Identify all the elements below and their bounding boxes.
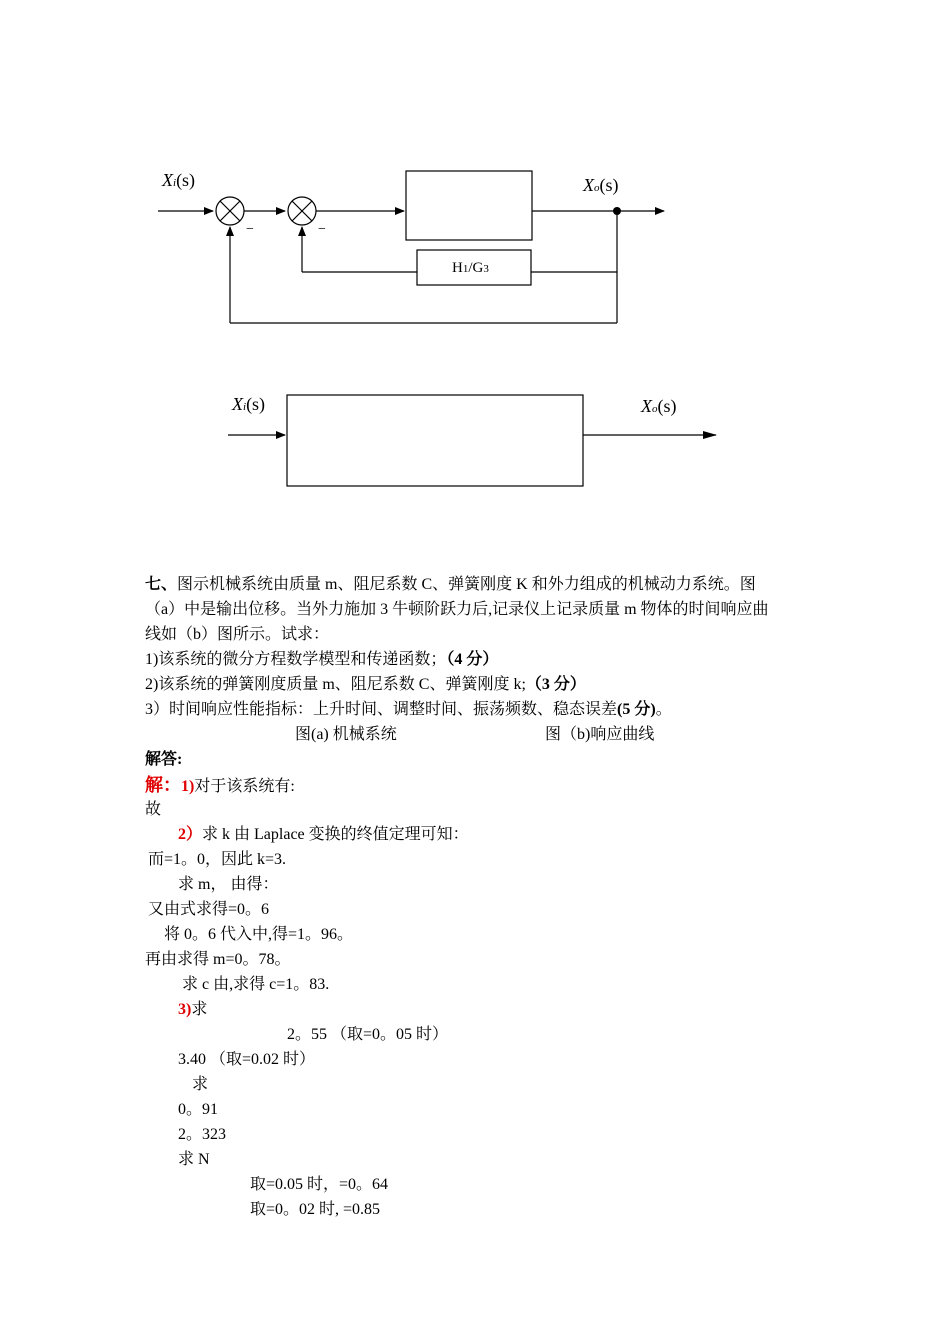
minus-sign-2: − [318,222,326,237]
question-3: 3）时间响应性能指标：上升时间、调整时间、振荡频数、稳态误差(5 分)。 [145,701,672,718]
output-label-xo: Xo(s) [583,175,619,195]
answer-part-3: 3)求 [178,1001,208,1018]
answer-line-q002: 取=0。02 时, =0.85 [250,1201,381,1218]
problem-number: 七、 [145,576,178,593]
problem-line-1: 七、图示机械系统由质量 m、阻尼系数 C、弹簧刚度 K 和外力组成的机械动力系统。图 [145,576,756,593]
answer-line-er: 而=1。0，因此 k=3. [148,851,287,868]
feedback-block-label: H1/G3 [452,260,489,276]
answer-part-2: 2）求 k 由 Laplace 变换的终值定理可知： [178,826,469,843]
answer-line-zai: 再由求得 m=0。78。 [145,951,291,968]
question-1: 1)该系统的微分方程数学模型和传递函数；（4 分） [145,651,499,668]
answer-line-255: 2。55 （取=0。05 时） [287,1026,449,1043]
answer-heading: 解答: [145,751,183,768]
answer-line-qm: 求 m， 由得： [178,876,279,893]
figure-b-caption: 图（b)响应曲线 [545,726,655,743]
answer-part-1: 解：1)对于该系统有: [145,775,295,795]
question-2: 2)该系统的弹簧刚度质量 m、阻尼系数 C、弹簧刚度 k;（3 分） [145,676,586,693]
answer-line-q005: 取=0.05 时，=0。64 [250,1176,389,1193]
answer-line-jiang: 将 0。6 代入中,得=1。96。 [164,926,354,943]
equivalent-block [287,395,583,486]
minus-sign-1: − [246,222,254,237]
input-label-xi-2: Xi(s) [232,394,266,414]
answer-gu: 故 [145,801,162,818]
answer-line-340: 3.40 （取=0.02 时） [178,1051,316,1068]
figure-a-caption: 图(a) 机械系统 [295,726,397,743]
answer-line-you: 又由式求得=0。6 [148,901,270,918]
input-label-xi: Xi(s) [162,170,196,190]
answer-line-091: 0。91 [178,1101,219,1118]
problem-line-3: 线如（b）图所示。试求： [145,626,330,643]
problem-line-2: （a）中是输出位移。当外力施加 3 牛顿阶跃力后,记录仪上记录质量 m 物体的时间响应曲 [145,601,769,618]
answer-line-qiu: 求 [192,1076,209,1093]
output-label-xo-2: Xo(s) [641,396,677,416]
answer-line-2323: 2。323 [178,1126,227,1143]
answer-line-qn: 求 N [178,1151,210,1168]
answer-line-qc: 求 c 由,求得 c=1。83. [182,976,330,993]
